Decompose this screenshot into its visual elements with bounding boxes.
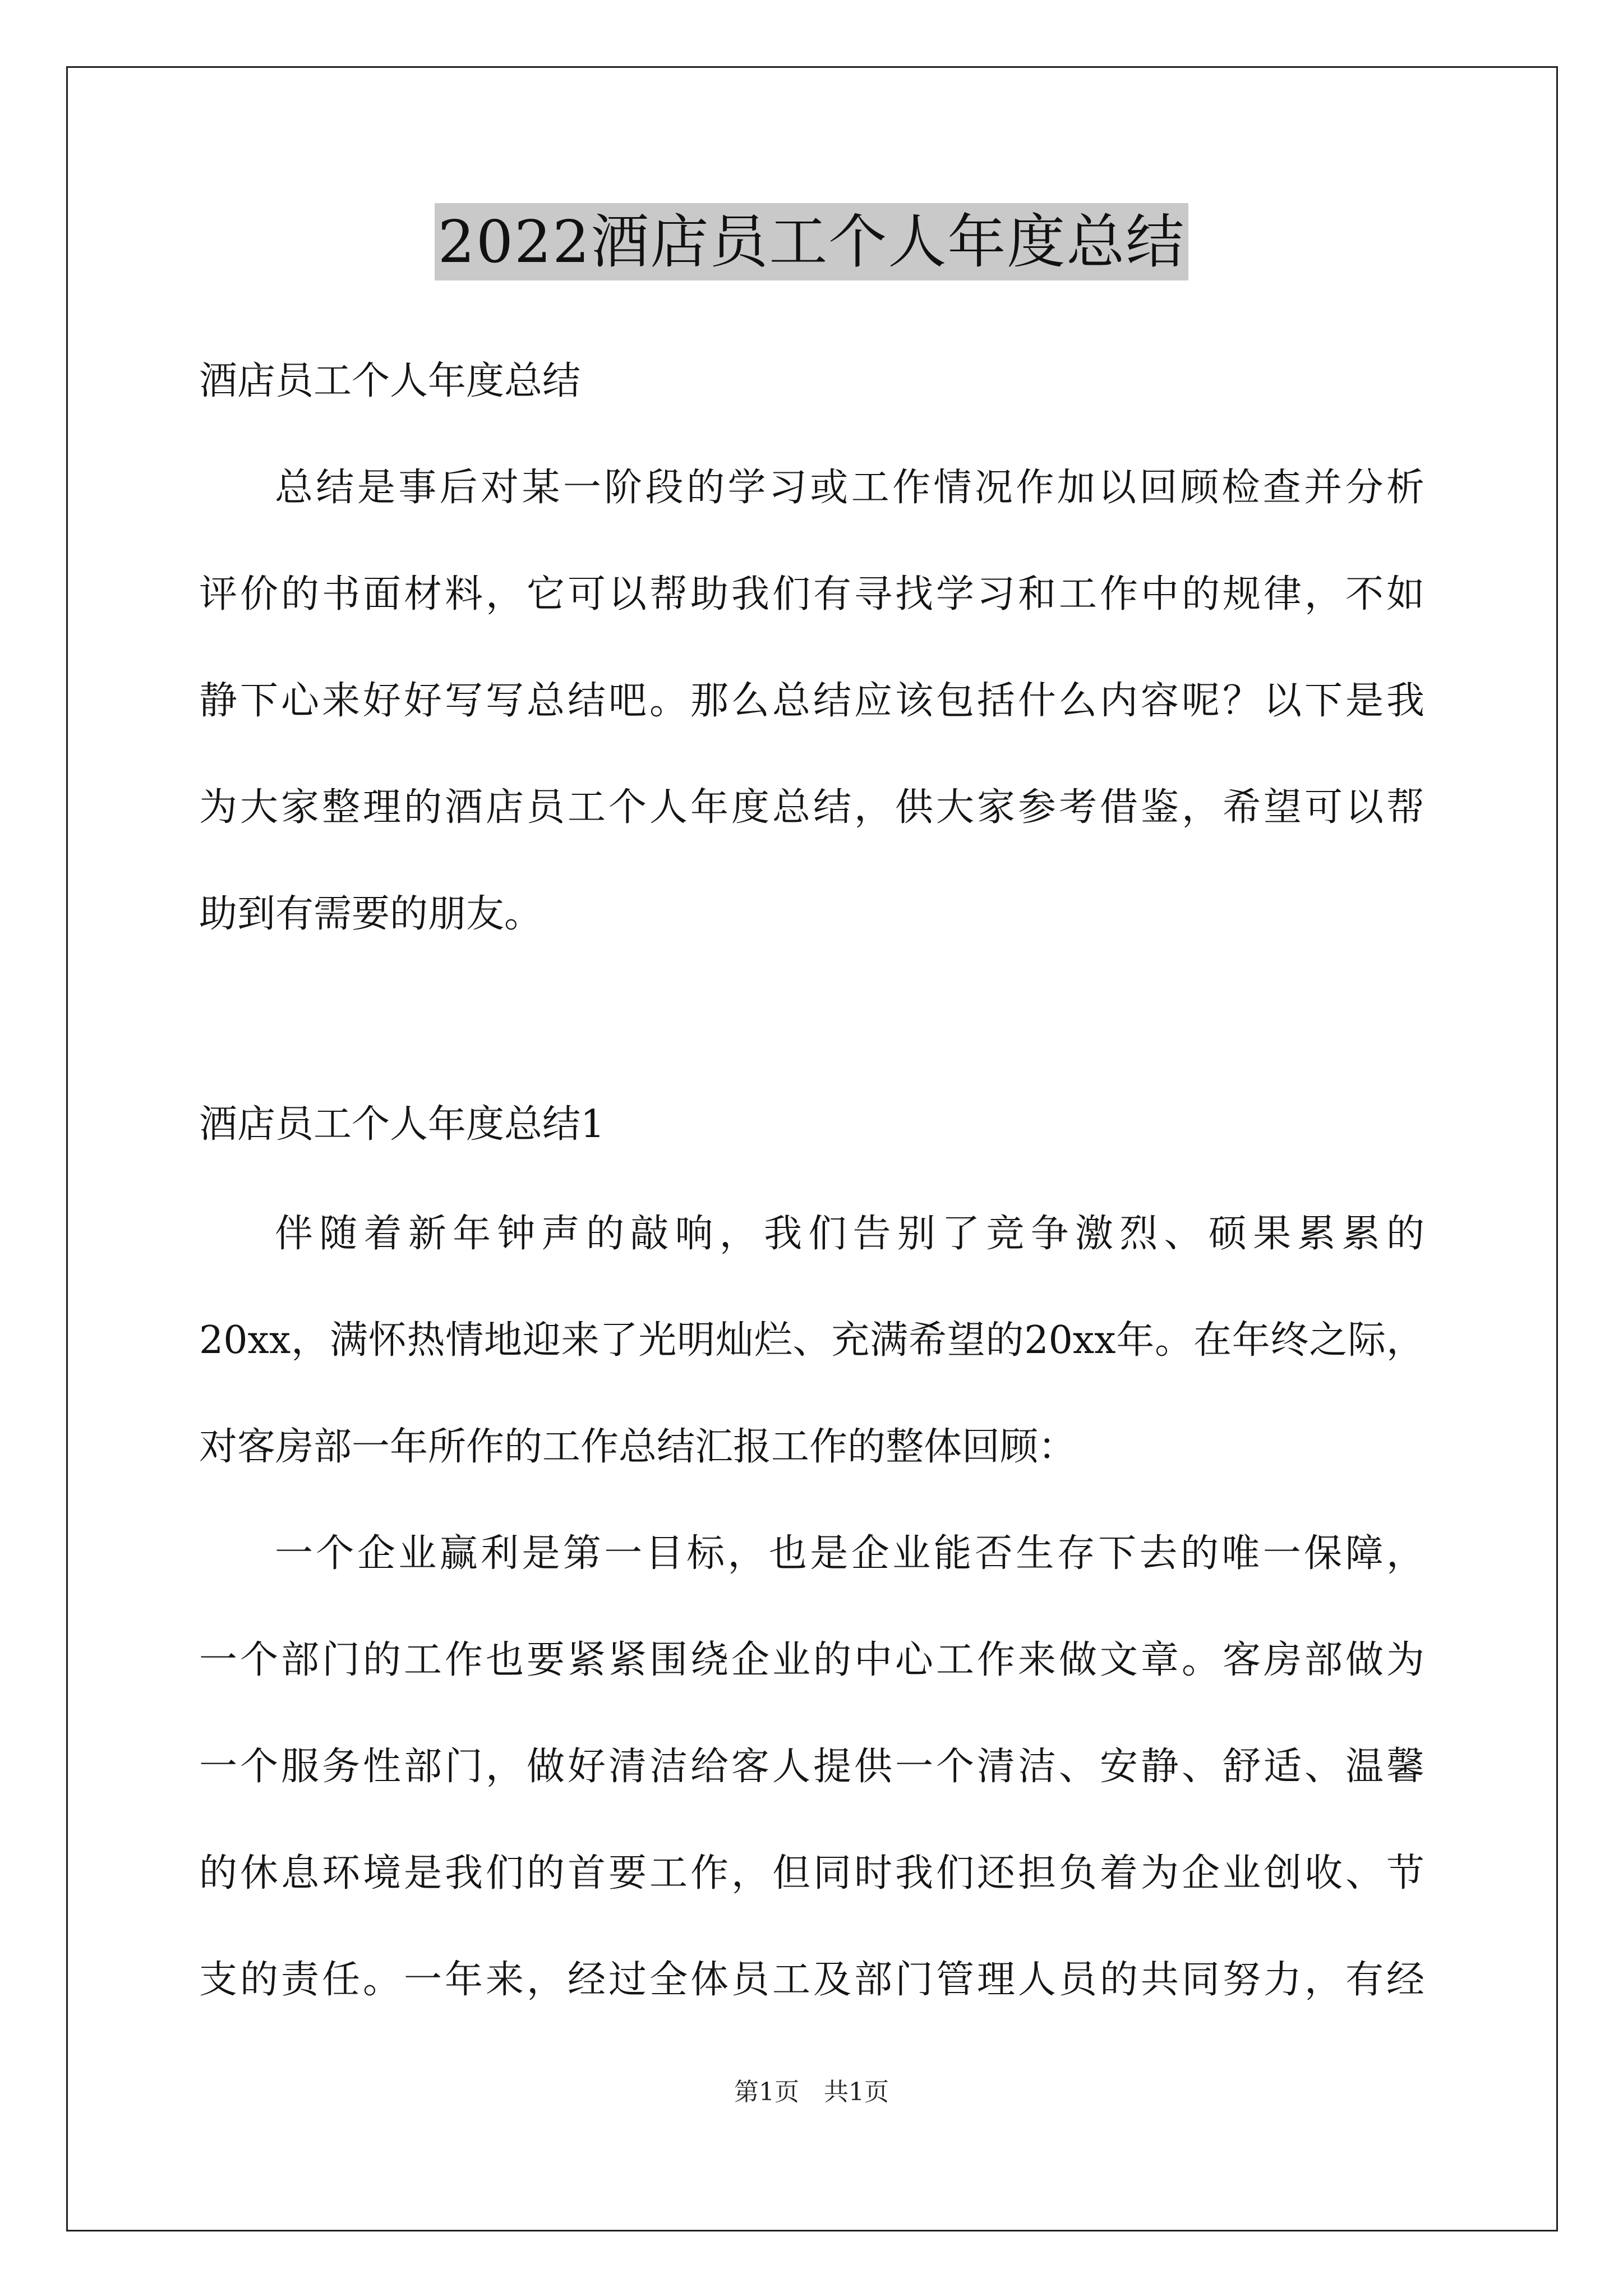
intro-line: 助到有需要的朋友。 xyxy=(199,892,543,936)
intro-line: 总结是事后对某一阶段的学习或工作情况作加以回顾检查并分析 xyxy=(275,466,1424,510)
section-heading: 酒店员工个人年度总结1 xyxy=(199,1102,605,1147)
paragraph-line: 一个服务性部门，做好清洁给客人提供一个清洁、安静、舒适、温馨 xyxy=(199,1745,1424,1789)
paragraph-line: 的休息环境是我们的首要工作，但同时我们还担负着为企业创收、节 xyxy=(199,1851,1424,1895)
paragraph-line: 一个部门的工作也要紧紧围绕企业的中心工作来做文章。客房部做为 xyxy=(199,1638,1424,1682)
paragraph-line: 对客房部一年所作的工作总结汇报工作的整体回顾： xyxy=(199,1425,1077,1469)
document-title: 2022酒店员工个人年度总结 xyxy=(435,203,1189,280)
page-footer: 第1页 共1页 xyxy=(734,2078,889,2106)
paragraph-line: 一个企业赢利是第一目标，也是企业能否生存下去的唯一保障， xyxy=(275,1531,1424,1576)
title-container xyxy=(0,203,1623,280)
paragraph-line: 支的责任。一年来，经过全体员工及部门管理人员的共同努力，有经 xyxy=(199,1958,1424,2002)
intro-line: 评价的书面材料，它可以帮助我们有寻找学习和工作中的规律，不如 xyxy=(199,572,1424,616)
document-heading: 酒店员工个人年度总结 xyxy=(199,359,581,403)
intro-line: 为大家整理的酒店员工个人年度总结，供大家参考借鉴，希望可以帮 xyxy=(199,785,1424,830)
paragraph-line: 20xx，满怀热情地迎来了光明灿烂、充满希望的20xx年。在年终之际， xyxy=(199,1318,1424,1363)
intro-line: 静下心来好好写写总结吧。那么总结应该包括什么内容呢？以下是我 xyxy=(199,679,1424,723)
paragraph-line: 伴随着新年钟声的敲响，我们告别了竞争激烈、硕果累累的 xyxy=(275,1212,1424,1256)
